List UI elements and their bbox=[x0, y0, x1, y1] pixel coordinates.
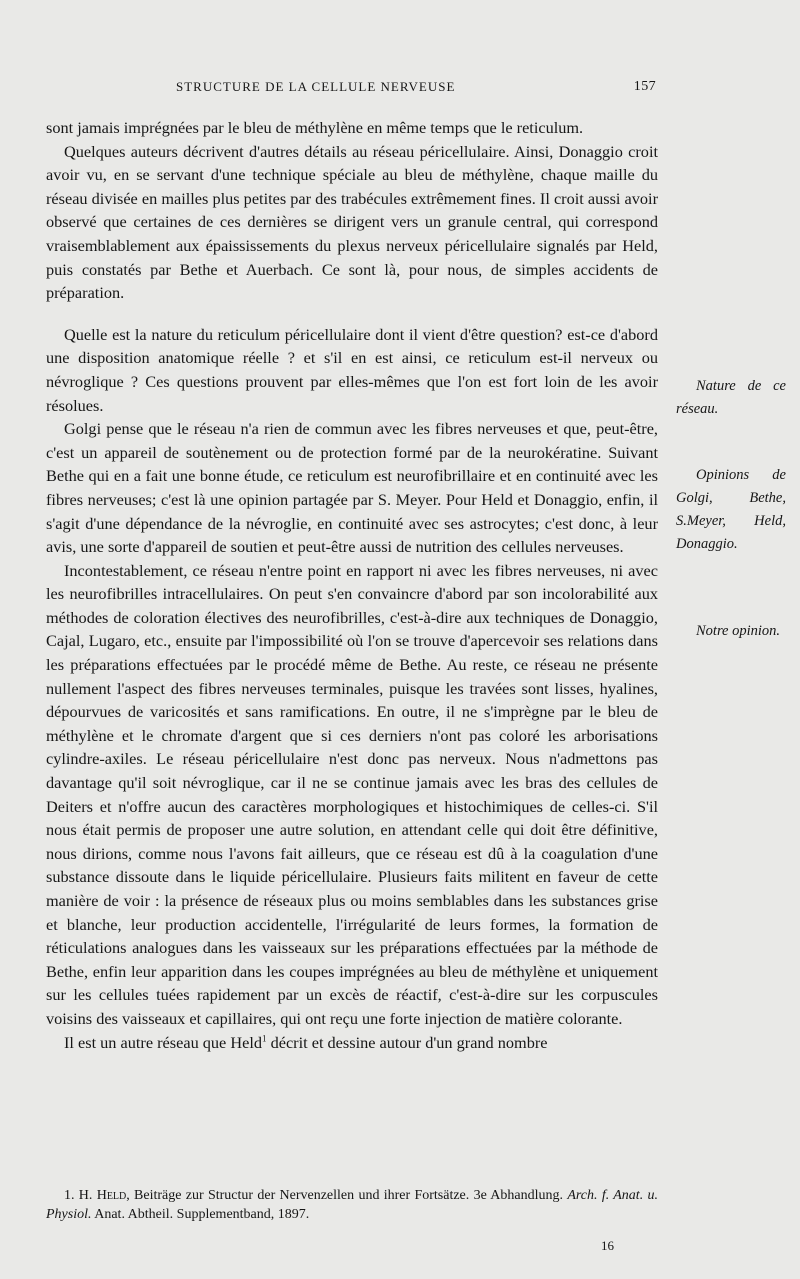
marginal-note-nature: Nature de ce réseau. bbox=[676, 378, 786, 417]
signature-mark: 16 bbox=[601, 1238, 614, 1253]
running-header bbox=[176, 79, 656, 99]
footnote-rest: Anat. Abtheil. Supplementband, 1897. bbox=[91, 1207, 310, 1222]
paragraph-6-end: décrit et dessine autour d'un grand nombre bbox=[266, 1032, 548, 1052]
paragraph-4: Golgi pense que le réseau n'a rien de commun avec les fibres nerveuses et que, peut-être, c'est un appareil de soutènement ou de protection formé par de la neurokératine. Suivant Bethe qui en a fait une bonne étude, ce reticulum est neurofibrillaire et en continuité avec les fibres nerveuses; c'est là une opinion partagée par S. Meyer. Pour Held et Donaggio, enfin, il s'agit d'une dépendance de la névroglie, en continuité avec ses astrocytes; c'est donc, à leur avis, une sorte d'appareil de soutien et peut-être aussi de nutrition des cellules nerveuses. bbox=[46, 419, 658, 557]
paragraph-6-start: Il est un autre réseau que Held bbox=[64, 1032, 263, 1052]
paragraph-1: sont jamais imprégnées par le bleu de méthylène en même temps que le reticulum. bbox=[46, 118, 584, 137]
paragraph-6 bbox=[46, 1031, 658, 1055]
footnote-journal: Arch. f. Anat. u. Physiol. bbox=[46, 1188, 658, 1222]
paragraph-5: Incontestablement, ce réseau n'entre point en rapport ni avec les fibres nerveuses, ni avec les neurofibrilles intracellulaires. On peut s'en convaincre d'abord par son incolorabilité aux méthodes de coloration électives des neurofibrilles, c'est-à-dire aux techniques de Donaggio, Cajal, Lugaro, etc., ensuite par l'impossibilité où l'on se trouve d'apercevoir ses relations dans les préparations effectuées par le procédé même de Bethe. Au reste, ce réseau ne présente nullement l'aspect des fibres nerveuses terminales, puisque les travées sont lisses, hyalines, dépourvues de varicosités et sans ramifications. En outre, il ne s'imprègne par le bleu de méthylène et le chromate d'argent que si ces derniers n'ont pas coloré les arborisations cylindre-axiles. Le réseau péricellulaire n'est donc pas nerveux. Nous n'admettons pas davantage qu'il soit névroglique, car il ne se continue jamais avec les bras des cellules de Deiters et n'offre aucun des caractères morphologiques et histochimiques de celles-ci. S'il nous était permis de proposer une autre solution, en attendant celle qui doit être définitive, nous dirions, comme nous l'avons fait ailleurs, que ce réseau est dû à la coagulation d'une substance dissoute dans le liquide péricellulaire. Plusieurs faits militent en faveur de cette manière de voir : la présence de réseaux plus ou moins semblables dans les substances grise et blanche, leur production accidentelle, l'irrégularité de leurs formes, la formation de réticulations analogues dans les vaisseaux sur les préparations effectuées par la méthode de Bethe, enfin leur apparition dans les coupes imprégnées au bleu de méthylène et uniquement sur les cellules tuées rapidement par un excès de réactif, c'est-à-dire sur les corpuscules voisins des vaisseaux et capillaires, qui ont reçu une forte injection de matière colorante. bbox=[46, 560, 658, 1028]
marginal-note-notre-opinion: Notre opinion. bbox=[696, 623, 781, 639]
page-number: 157 bbox=[633, 79, 656, 94]
footnote-author: H. Held bbox=[78, 1188, 127, 1203]
footnote bbox=[46, 1186, 658, 1224]
footnote-reference[interactable]: 1 bbox=[262, 1033, 267, 1044]
footnote-number: 1. bbox=[64, 1188, 79, 1203]
running-title: STRUCTURE DE LA CELLULE NERVEUSE bbox=[176, 79, 456, 94]
body-text bbox=[46, 116, 658, 1054]
paragraph-2: Quelques auteurs décrivent d'autres détails au réseau péricellulaire. Ainsi, Donaggio croit avoir vu, en se servant d'une technique spéciale au bleu de méthylène, chaque maille du réseau divisée en mailles plus petites par des trabécules extrêmement fines. Il croit aussi avoir observé que certaines de ces dernières se dirigent vers un granule central, qui correspond vraisemblablement aux épaississements du plexus nerveux péricellulaire signalés par Held, puis constatés par Bethe et Auerbach. Ce sont là, pour nous, de simples accidents de préparation. bbox=[46, 141, 658, 303]
marginal-note-opinions: Opinions de Golgi, Bethe, S.Meyer, Held, Donaggio. bbox=[676, 467, 786, 552]
paragraph-3: Quelle est la nature du reticulum péricellulaire dont il vient d'être question? est-ce d'abord une disposition anatomique réelle ? et s'il en est ainsi, ce reticulum est-il nerveux ou névroglique ? Ces questions prouvent par elles-mêmes que l'on est fort loin de les avoir résolues. bbox=[46, 324, 658, 415]
footnote-title: , Beiträge zur Structur der Nervenzellen und ihrer Fortsätze. 3e Abhandlung. bbox=[126, 1188, 568, 1203]
section-gap bbox=[46, 305, 658, 323]
